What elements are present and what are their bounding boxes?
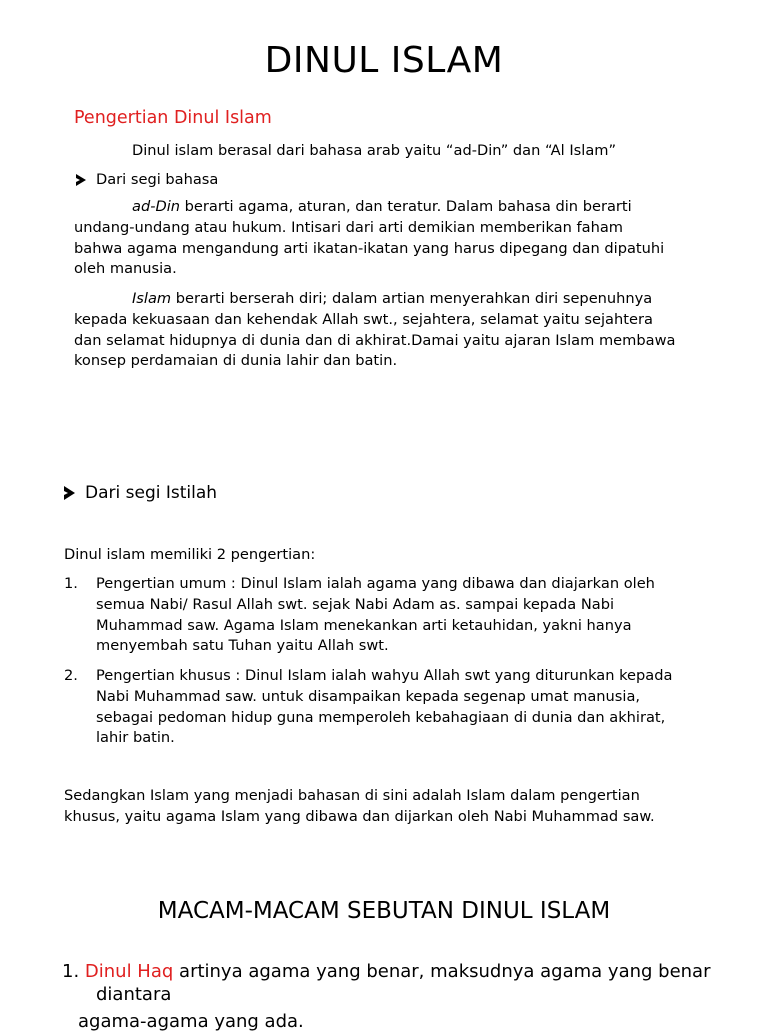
item-line bbox=[62, 960, 711, 983]
intro-text: Dinul islam berasal dari bahasa arab yaitu “ad-Din” dan “Al Islam” bbox=[132, 142, 617, 159]
list-item-line: Muhammad saw. Agama Islam menekankan arti ketauhidan, yakni hanya bbox=[96, 616, 632, 634]
item-line: diantara bbox=[96, 984, 172, 1005]
paragraph-line: kepada kekuasaan dan kehendak Allah swt., sejahtera, selamat yaitu sejahtera bbox=[74, 310, 653, 328]
dinul-haq-item bbox=[62, 960, 711, 1033]
page-title: DINUL ISLAM bbox=[264, 40, 504, 81]
paragraph-islam bbox=[74, 289, 675, 372]
section-heading-pengertian: Pengertian Dinul Islam bbox=[74, 108, 272, 128]
paragraph-text: berarti berserah diri; dalam artian menyerahkan diri sepenuhnya bbox=[171, 290, 653, 307]
paragraph-line: Sedangkan Islam yang menjadi bahasan di sini adalah Islam dalam pengertian bbox=[64, 787, 640, 804]
bullet-bahasa-label: Dari segi bahasa bbox=[96, 171, 219, 188]
arrow-bullet-icon bbox=[76, 174, 86, 186]
paragraph-line: undang-undang atau hukum. Intisari dari arti demikian memberikan faham bbox=[74, 218, 623, 236]
bullet-istilah bbox=[64, 483, 217, 503]
paragraph-text: berarti agama, aturan, dan teratur. Dalam bahasa din berarti bbox=[180, 198, 632, 215]
paragraph-line: bahwa agama mengandung arti ikatan-ikatan yang harus dipegang dan dipatuhi bbox=[74, 239, 665, 257]
bullet-istilah-label: Dari segi Istilah bbox=[85, 483, 218, 503]
paragraph-line bbox=[74, 289, 675, 310]
list-item-line: lahir batin. bbox=[96, 729, 175, 747]
term-dinul-haq: Dinul Haq bbox=[84, 961, 174, 982]
istilah-intro: Dinul islam memiliki 2 pengertian: bbox=[64, 546, 316, 563]
paragraph-line: dan selamat hidupnya di dunia dan di akhirat.Damai yaitu ajaran Islam membawa bbox=[74, 331, 676, 349]
paragraph-ad-din bbox=[74, 197, 664, 280]
closing-paragraph bbox=[64, 786, 655, 828]
item-text: artinya agama yang benar, maksudnya agama yang benar bbox=[173, 961, 711, 982]
list-item-line: Pengertian umum : Dinul Islam ialah agama yang dibawa dan diajarkan oleh bbox=[96, 575, 655, 592]
list-item-line: sebagai pedoman hidup guna memperoleh kebahagiaan di dunia dan akhirat, bbox=[96, 708, 666, 726]
section-title-macam: MACAM-MACAM SEBUTAN DINUL ISLAM bbox=[157, 898, 611, 924]
list-item-line: Nabi Muhammad saw. untuk disampaikan kepada segenap umat manusia, bbox=[96, 687, 641, 705]
list-item-line: Pengertian khusus : Dinul Islam ialah wahyu Allah swt yang diturunkan kepada bbox=[96, 667, 673, 684]
list-item-number: 2. bbox=[64, 667, 78, 684]
paragraph-line: oleh manusia. bbox=[74, 260, 177, 278]
item-line: agama-agama yang ada. bbox=[78, 1011, 304, 1032]
paragraph-line: konsep perdamaian di dunia lahir dan batin. bbox=[74, 352, 398, 370]
list-item-text bbox=[96, 574, 655, 657]
list-item-line: semua Nabi/ Rasul Allah swt. sejak Nabi Adam as. sampai kepada Nabi bbox=[96, 595, 615, 613]
bullet-bahasa bbox=[76, 170, 218, 191]
list-item-number: 1. bbox=[64, 575, 78, 592]
paragraph-line: khusus, yaitu agama Islam yang dibawa dan dijarkan oleh Nabi Muhammad saw. bbox=[64, 807, 655, 825]
list-item-line: menyembah satu Tuhan yaitu Allah swt. bbox=[96, 637, 389, 655]
arrow-bullet-icon bbox=[64, 486, 75, 500]
term-ad-din: ad-Din bbox=[132, 198, 181, 215]
list-item-text bbox=[96, 666, 672, 749]
item-number: 1. bbox=[62, 961, 85, 982]
term-islam: Islam bbox=[132, 290, 172, 307]
paragraph-line bbox=[74, 197, 664, 218]
